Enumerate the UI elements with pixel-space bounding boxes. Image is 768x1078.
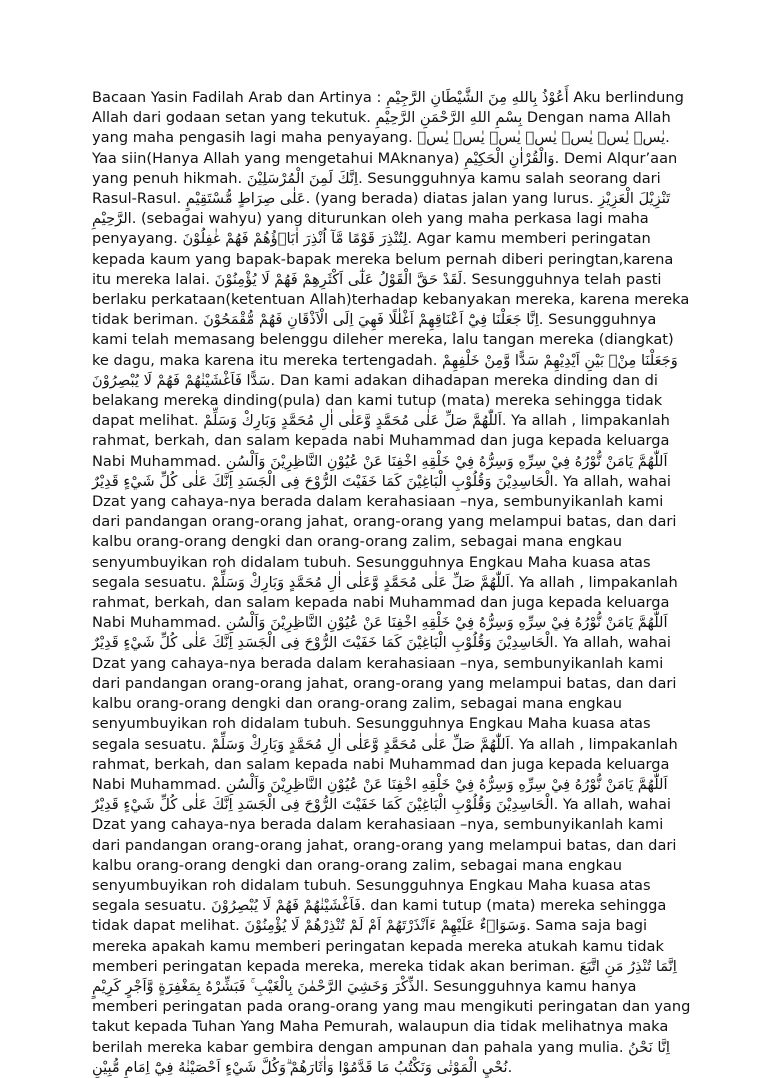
body-paragraph: Bacaan Yasin Fadilah Arab dan Artinya : أَعُوْذُ بِاللهِ مِنَ الشَّيْطَانِ الرَّجِيْمِ Aku berlindung Allah dari godaan setan yang tekutuk. بِسْمِ اللهِ الرَّحْمَنِ الرَّحِيْمِ Dengan nama Allah yang maha pengasih lagi maha penyayang. يٰسۤ يٰسۤ يٰسۤ يٰسۤ يٰسۤ يٰسۤ يٰسۤ. Yaa siin(Hanya Allah yang mengetahui MAknanya) وَالْقُرْاٰنِ الْحَكِيْمِ. Demi Alqur’aan yang penuh hikmah. اِنَّكَ لَمِنَ الْمُرْسَلِيْنَ. Sesungguhnya kamu salah seorang dari Rasul-Rasul. عَلٰى صِرَاطٍ مُّسْتَقِيْمٍ. (yang berada) diatas jalan yang lurus. تَنْزِيْلَ الْعَزِيْزِ الرَّحِيْمِ. (sebagai wahyu) yang diturunkan oleh yang maha perkasa lagi maha penyayang. لِتُنْذِرَ قَوْمًا مَّآ اُنْذِرَ اٰبَاۤؤُهُمْ فَهُمْ غٰفِلُوْنَ. Agar kamu memberi peringatan kepada kaum yang bapak-bapak mereka belum pernah diberi peringtan,karena itu mereka lalai. لَقَدْ حَقَّ الْقَوْلُ عَلٰٓى اَكْثَرِهِمْ فَهُمْ لَا يُؤْمِنُوْنَ. Sesungguhnya telah pasti berlaku perkataan(ketentuan Allah)terhadap kebanyakan mereka, karena mereka tidak beriman. اِنَّا جَعَلْنَا فِيْٓ اَعْنَاقِهِمْ اَغْلٰلًا فَهِيَ اِلَى الْاَذْقَانِ فَهُمْ مُّقْمَحُوْنَ. Sesungguhnya kami telah memasang belenggu dileher mereka, lalu tangan mereka (diangkat) ke dagu, maka karena itu mereka tertengadah. وَجَعَلْنَا مِنْۢ بَيْنِ اَيْدِيْهِمْ سَدًّا وَّمِنْ خَلْفِهِمْ سَدًّا فَاَغْشَيْنٰهُمْ فَهُمْ لَا يُبْصِرُوْنَ. Dan kami adakan dihadapan mereka dinding dan di belakang mereka dinding(pula) dan kami tutup (mata) mereka sehingga tidak dapat melihat. اَللّٰهُمَّ صَلِّ عَلٰى مُحَمَّدٍ وَّعَلٰى اٰلِ مُحَمَّدٍ وَبَارِكْ وَسَلِّمْ. Ya allah , limpakanlah rahmat, berkah, dan salam kepada nabi Muhammad dan juga kepada keluarga Nabi Muhammad. اَللّٰهُمَّ يَامَنْ نُّوْرُهُ فِيْ سِرِّهِ وَسِرُّهُ فِيْ خَلْقِهِ اخْفِنَا عَنْ عُيُوْنِ النَّاظِرِيْنَ وَاَلْسُنِ الْحَاسِدِيْنَ وَقُلُوْبِ الْبَاغِيْنَ كَمَا خَفَيْتَ الرُّوْحَ فِى الْجَسَدِ اِنَّكَ عَلٰى كُلِّ شَيْءٍ قَدِيْرٌ. Ya allah, wahai Dzat yang cahaya-nya berada dalam kerahasiaan –nya, sembunyikanlah kami dari pandangan orang-orang jahat, orang-orang yang melampui batas, dan dari kalbu orang-orang dengki dan orang-orang zalim, sebagai mana engkau senyumbuyikan roh didalam tubuh. Sesungguhnya Engkau Maha kuasa atas segala sesuatu. اَللّٰهُمَّ صَلِّ عَلٰى مُحَمَّدٍ وَّعَلٰى اٰلِ مُحَمَّدٍ وَبَارِكْ وَسَلِّمْ. Ya allah , limpakanlah rahmat, berkah, dan salam kepada nabi Muhammad dan juga kepada keluarga Nabi Muhammad. اَللّٰهُمَّ يَامَنْ نُّوْرُهُ فِيْ سِرِّهِ وَسِرُّهُ فِيْ خَلْقِهِ اخْفِنَا عَنْ عُيُوْنِ النَّاظِرِيْنَ وَاَلْسُنِ الْحَاسِدِيْنَ وَقُلُوْبِ الْبَاغِيْنَ كَمَا خَفَيْتَ الرُّوْحَ فِى الْجَسَدِ اِنَّكَ عَلٰى كُلِّ شَيْءٍ قَدِيْرٌ. Ya allah, wahai Dzat yang cahaya-nya berada dalam kerahasiaan –nya, sembunyikanlah kami dari pandangan orang-orang jahat, orang-orang yang melampui batas, dan dari kalbu orang-orang dengki dan orang-orang zalim, sebagai mana engkau senyumbuyikan roh didalam tubuh. Sesungguhnya Engkau Maha kuasa atas segala sesuatu. اَللّٰهُمَّ صَلِّ عَلٰى مُحَمَّدٍ وَّعَلٰى اٰلِ مُحَمَّدٍ وَبَارِكْ وَسَلِّمْ. Ya allah , limpakanlah rahmat, berkah, dan salam kepada nabi Muhammad dan juga kepada keluarga Nabi Muhammad. اَللّٰهُمَّ يَامَنْ نُّوْرُهُ فِيْ سِرِّهِ وَسِرُّهُ فِيْ خَلْقِهِ اخْفِنَا عَنْ عُيُوْنِ النَّاظِرِيْنَ وَاَلْسُنِ الْحَاسِدِيْنَ وَقُلُوْبِ الْبَاغِيْنَ كَمَا خَفَيْتَ الرُّوْحَ فِى الْجَسَدِ اِنَّكَ عَلٰى كُلِّ شَيْءٍ قَدِيْرٌ. Ya allah, wahai Dzat yang cahaya-nya berada dalam kerahasiaan –nya, sembunyikanlah kami dari pandangan orang-orang jahat, orang-orang yang melampui batas, dan dari kalbu orang-orang dengki dan orang-orang zalim, sebagai mana engkau senyumbuyikan roh didalam tubuh. Sesungguhnya Engkau Maha kuasa atas segala sesuatu. فَاَغْشَيْنٰهُمْ فَهُمْ لَا يُبْصِرُوْنَ. dan kami tutup (mata) mereka sehingga tidak dapat melihat. وَسَوَاۤءٌ عَلَيْهِمْ ءَاَنْذَرْتَهُمْ اَمْ لَمْ تُنْذِرْهُمْ لَا يُؤْمِنُوْنَ. Sama saja bagi mereka apakah kamu memberi peringatan kepada mereka atukah kamu tidak memberi peringatan kepada mereka, mereka tidak akan beriman. اِنَّمَا تُنْذِرُ مَنِ اتَّبَعَ الذِّكْرَ وَخَشِيَ الرَّحْمٰنَ بِالْغَيْبِ ۚ فَبَشِّرْهُ بِمَغْفِرَةٍ وَّاَجْرٍ كَرِيْمٍ. Sesungguhnya kamu hanya memberi peringatan pada orang-orang yang mau mengikuti peringatan dan yang takut kepada Tuhan Yang Maha Pemurah, walaupun dia tidak melihatnya maka berilah mereka kabar gembira dengan ampunan dan pahala yang mulia. اِنَّا نَحْنُ نُحْيِ الْمَوْتٰى وَنَكْتُبُ مَا قَدَّمُوْا وَاٰثَارَهُمْ ۗوَكُلَّ شَيْءٍ اَحْصَيْنٰهُ فِيْٓ اِمَامٍ مُّبِيْنٍ. <box>92 89 691 1076</box>
document-body-text <box>92 88 694 1078</box>
